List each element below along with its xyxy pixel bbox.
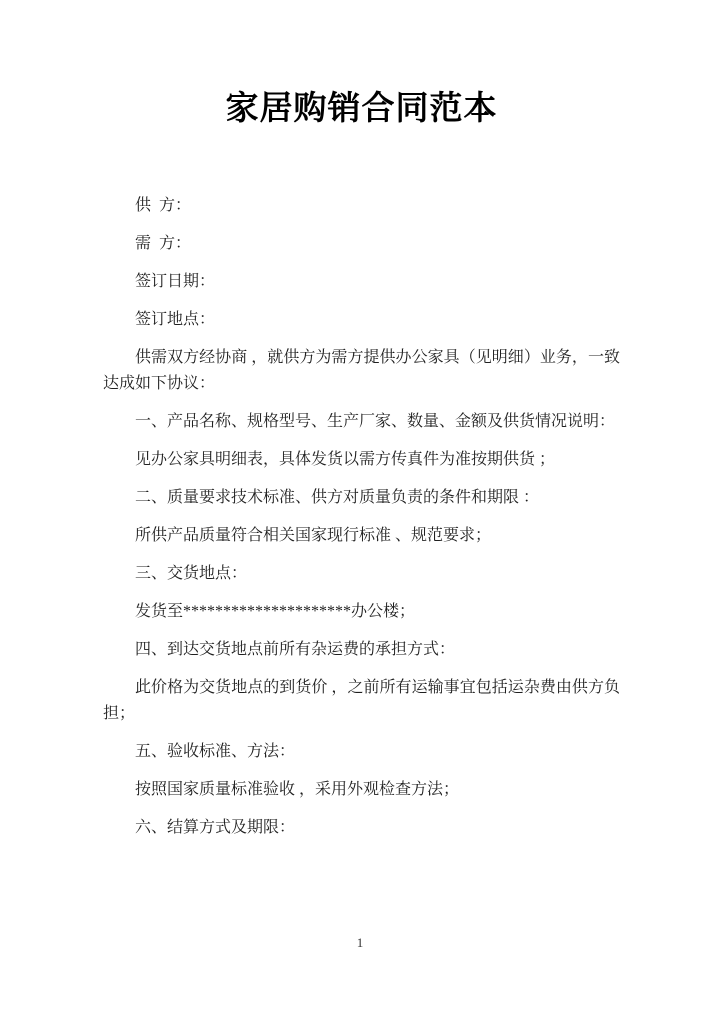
supplier-line: 供 方： — [135, 197, 192, 214]
signing-date-line: 签订日期： — [135, 273, 216, 290]
clause-3-body: 发货至*********************办公楼； — [135, 603, 416, 620]
clause-3-heading: 三、交货地点： — [135, 565, 248, 582]
document-title: 家居购销合同范本 — [225, 89, 498, 126]
clause-5-body: 按照国家质量标准验收 ，采用外观检查方法； — [135, 781, 460, 798]
signing-place-line: 签订地点： — [135, 311, 216, 328]
clause-5-heading: 五、验收标准、方法： — [135, 743, 296, 760]
clause-2-body: 所供产品质量符合相关国家现行标准 、规范要求； — [135, 527, 492, 544]
clause-4-heading: 四、到达交货地点前所有杂运费的承担方式： — [135, 641, 456, 658]
clause-4-body: 此价格为交货地点的到货价 ，之前所有运输事宜包括运杂费由供方负担； — [103, 679, 620, 722]
clause-1-body: 见办公家具明细表，具体发货以需方传真件为准按期供货 ； — [135, 451, 556, 468]
preamble: 供需双方经协商 ，就供方为需方提供办公家具（见明细）业务，一致达成如下协议： — [103, 349, 620, 392]
buyer-line: 需 方： — [135, 235, 192, 252]
clause-6-heading: 六、结算方式及期限： — [135, 819, 296, 836]
page-number: 1 — [356, 935, 364, 950]
clause-2-heading: 二、质量要求技术标准、供方对质量负责的条件和期限 ： — [135, 489, 540, 506]
clause-1-heading: 一、产品名称、规格型号、生产厂家、数量、金额及供货情况说明： — [135, 413, 616, 430]
